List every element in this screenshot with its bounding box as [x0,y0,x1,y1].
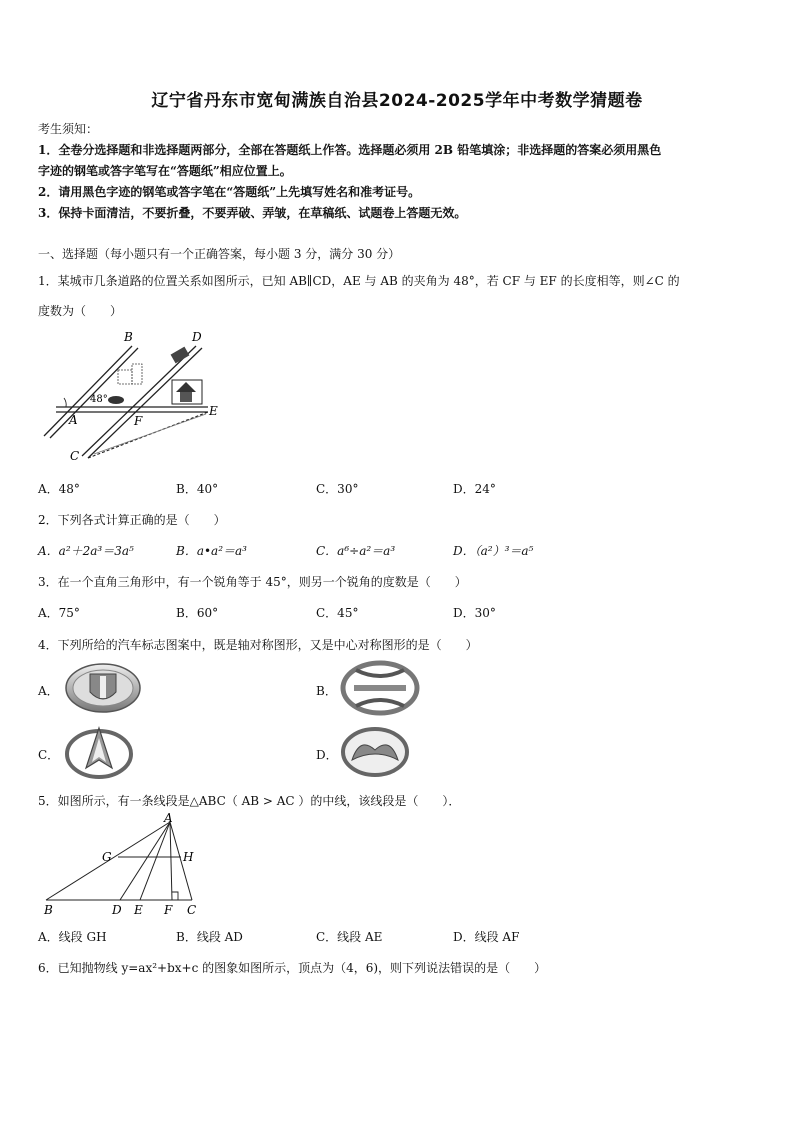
q1-label-B: B [124,330,133,344]
q5-label-G: G [102,850,112,864]
q4-stem: 4．下列所给的汽车标志图案中，既是轴对称图形，又是中心对称图形的是（ ） [38,638,478,652]
q1-label-E: E [209,404,218,418]
notice-item-3: 3．保持卡面清洁，不要折叠，不要弄破、弄皱，在草稿纸、试题卷上答题无效。 [38,206,467,220]
q1-option-a[interactable]: A．48° [38,482,80,496]
q3-option-b[interactable]: B．60° [176,606,219,620]
q5-option-a[interactable]: A．线段 GH [38,930,107,944]
q5-label-F: F [164,903,173,917]
q5-label-H: H [183,850,194,864]
q1-angle-label: 48° [90,394,108,405]
q1-stem-cont: 度数为（ ） [38,304,123,318]
q5-option-c[interactable]: C．线段 AE [316,930,383,944]
notice-item-1: 1．全卷分选择题和非选择题两部分，全部在答题纸上作答。选择题必须用 2B 铅笔填涂；非选择题的答案必须用黑色 [38,143,662,157]
q4-option-c[interactable]: C． [38,748,60,762]
q4-option-d[interactable]: D． [316,748,338,762]
q1-label-D: D [192,330,202,344]
q1-option-d[interactable]: D．24° [453,482,496,496]
notice-heading: 考生须知： [38,122,99,136]
q1-label-C: C [70,449,80,463]
q5-stem: 5．如图所示，有一条线段是△ABC（ AB > AC ）的中线，该线段是（ ）． [38,794,461,808]
car-logo-c-icon[interactable] [64,724,134,780]
q3-stem: 3．在一个直角三角形中，有一个锐角等于 45°，则另一个锐角的度数是（ ） [38,575,467,589]
q6-stem: 6．已知抛物线 y=ax²+bx+c 的图象如图所示，顶点为（4，6)，则下列说法错误的是（ ） [38,961,547,975]
q2-option-b[interactable]: B．a•a²＝a³ [176,544,247,558]
q5-label-E: E [134,903,143,917]
q5-label-C: C [187,903,197,917]
q1-option-c[interactable]: C．30° [316,482,359,496]
notice-item-1-cont: 字迹的钢笔或答字笔写在“答题纸”相应位置上。 [38,164,292,178]
q1-label-F: F [134,414,143,428]
q2-option-c[interactable]: C．a⁶÷a²＝a³ [316,544,396,558]
car-logo-a-icon[interactable] [64,662,142,714]
q3-option-d[interactable]: D．30° [453,606,496,620]
q3-option-c[interactable]: C．45° [316,606,359,620]
q1-option-b[interactable]: B．40° [176,482,219,496]
notice-item-2: 2．请用黑色字迹的钢笔或答字笔在“答题纸”上先填写姓名和准考证号。 [38,185,421,199]
q1-road-figure [36,328,226,466]
q4-option-b[interactable]: B． [316,684,337,698]
q2-stem: 2．下列各式计算正确的是（ ） [38,513,226,527]
q5-option-d[interactable]: D．线段 AF [453,930,520,944]
car-logo-b-icon[interactable] [340,660,420,716]
q1-label-A: A [69,413,78,427]
section-heading: 一、选择题（每小题只有一个正确答案，每小题 3 分，满分 30 分） [38,247,401,261]
q5-option-b[interactable]: B．线段 AD [176,930,243,944]
car-logo-d-icon[interactable] [340,726,410,778]
q5-label-A: A [164,812,173,825]
q5-label-D: D [112,903,122,917]
q2-option-d[interactable]: D．（a²）³＝a⁵ [453,544,534,558]
q5-label-B: B [44,903,53,917]
q2-option-a[interactable]: A．a²＋2a³＝3a⁵ [38,544,134,558]
q5-triangle-figure [36,812,206,918]
q1-stem: 1．某城市几条道路的位置关系如图所示，已知 AB∥CD，AE 与 AB 的夹角为 48°，若 CF 与 EF 的长度相等，则∠C 的 [38,274,680,288]
q3-option-a[interactable]: A．75° [38,606,80,620]
page-title: 辽宁省丹东市宽甸满族自治县2024-2025学年中考数学猜题卷 [151,91,643,111]
q4-option-a[interactable]: A． [38,684,59,698]
